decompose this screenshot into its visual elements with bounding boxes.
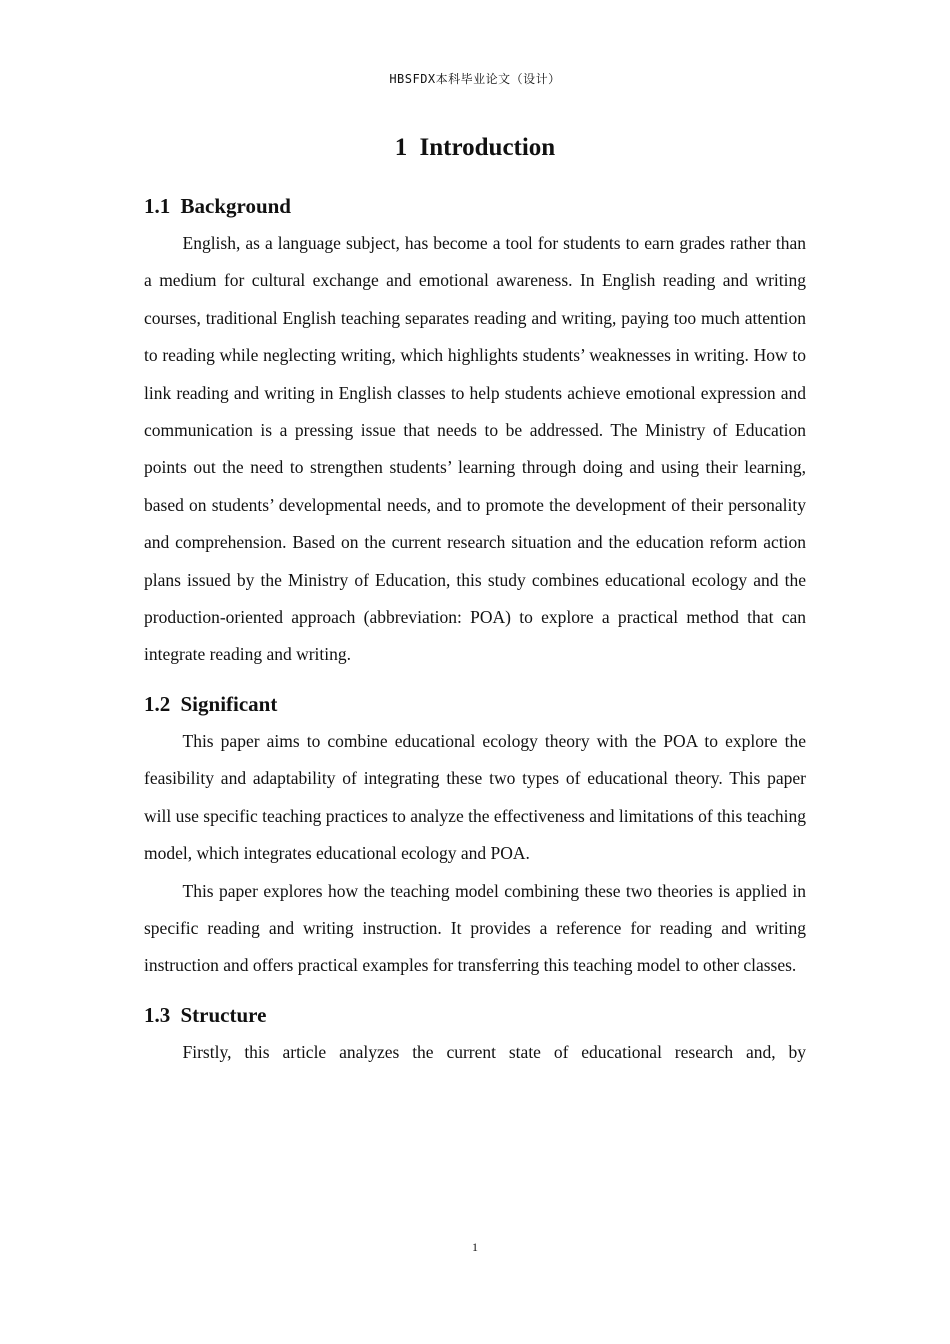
chapter-title: 1 Introduction (394, 134, 556, 161)
running-header: HBSFDX本科毕业论文（设计） (389, 72, 561, 86)
section-title-significant: 1.2 Significant (144, 691, 278, 716)
spacer (144, 985, 806, 997)
structure-paragraph: Firstly, this article analyzes the current state of educational research and, by (182, 1041, 806, 1062)
page-body (144, 128, 806, 1071)
significant-paragraph-2: This paper explores how the teaching model combining these two theories is applied in specific reading and writing instruction. It provides a reference for reading and writing instruction and offers practical examples for transferring this teaching model to other classes. (144, 880, 806, 976)
page-number: 1 (472, 1240, 478, 1254)
background-paragraph: English, as a language subject, has become a tool for students to earn grades rather than a medium for cultural exchange and emotional awareness. In English reading and writing courses, traditional English teaching separates reading and writing, paying too much attention to reading while neglecting writing, which highlights students’ weaknesses in writing. How to link reading and writing in English classes to help students achieve emotional expression and communication is a pressing issue that needs to be addressed. The Ministry of Education points out the need to strengthen students’ learning through doing and using their learning, based on students’ developmental needs, and to promote the development of their personality and comprehension. Based on the current research situation and the education reform action plans issued by the Ministry of Education, this study combines educational ecology and the production-oriented approach (abbreviation: POA) to explore a practical method that can integrate reading and writing. (144, 233, 806, 665)
section-title-structure: 1.3 Structure (144, 1002, 267, 1027)
spacer (144, 674, 806, 686)
significant-paragraph-1: This paper aims to combine educational ecology theory with the POA to explore the feasibility and adaptability of integrating these two types of educational theory. This paper will use specific teaching practices to analyze the effectiveness and limitations of this teaching model, which integrates educational ecology and POA. (144, 730, 807, 864)
section-title-background: 1.1 Background (144, 194, 291, 218)
spacer (144, 172, 806, 188)
